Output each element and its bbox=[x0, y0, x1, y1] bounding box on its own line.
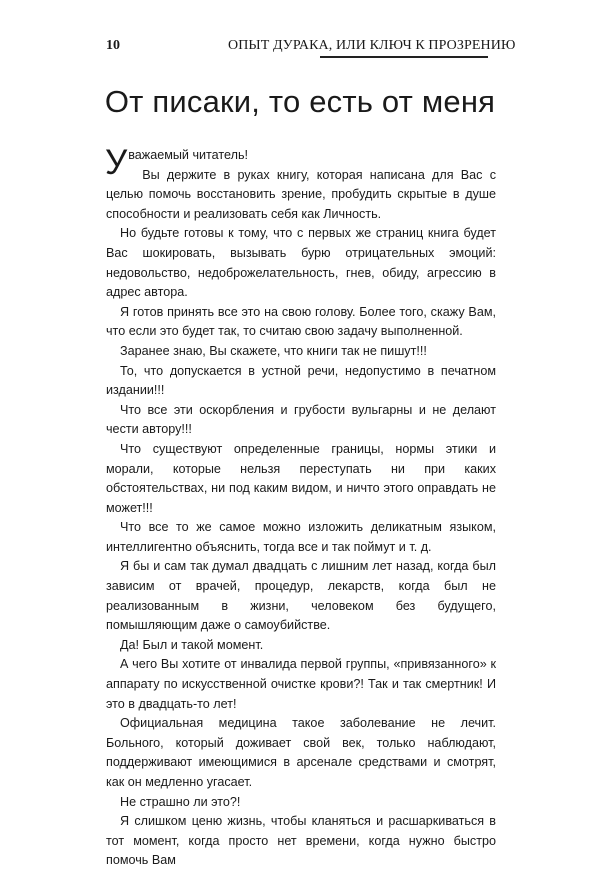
paragraph: Я бы и сам так думал двадцать с лишним лет назад, когда был зависим от врачей, процедур, лекарств, когда был не реализованным в жизни, человеком без будущего, помышляющим даже о самоубийстве. bbox=[106, 559, 496, 633]
paragraph: Что существуют определенные границы, нормы этики и морали, которые нельзя переступать ни при каких обстоятельствах, ни под каким видом, и ничто этого оправдать не может!!! bbox=[106, 441, 496, 515]
running-header: ОПЫТ ДУРАКА, ИЛИ КЛЮЧ К ПРОЗРЕНИЮ bbox=[228, 38, 516, 53]
body-text bbox=[105, 143, 496, 871]
paragraph: Я готов принять все это на свою голову. Более того, скажу Вам, что если это будет так, то считаю свою задачу выполненной. bbox=[106, 304, 496, 339]
paragraph: А чего Вы хотите от инвалида первой группы, «привязанного» к аппарату по искусственной очистке крови?! Так и так смертник! И это в двадцать-то лет! bbox=[106, 657, 496, 711]
paragraph: Да! Был и такой момент. bbox=[120, 637, 264, 652]
paragraph: Официальная медицина такое заболевание не лечит. Больного, который доживает свой век, только наблюдают, поддерживают имеющимися в арсенале средствами и смотрят, как он медленно угасает. bbox=[106, 716, 496, 789]
salutation-text: важаемый читатель! bbox=[128, 148, 249, 162]
drop-cap: У bbox=[105, 143, 128, 182]
chapter-title: От писаки, то есть от меня bbox=[104, 84, 496, 119]
paragraph: Не страшно ли это?! bbox=[120, 794, 241, 809]
paragraph: Что все то же самое можно изложить деликатным языком, интеллигентно объяснить, тогда все и так поймут и т. д. bbox=[106, 520, 496, 554]
paragraph: Я слишком ценю жизнь, чтобы кланяться и расшаркиваться в тот момент, когда просто нет времени, когда нужно быстро помочь Вам bbox=[106, 814, 496, 868]
paragraph: То, что допускается в устной речи, недопустимо в печатном издании!!! bbox=[106, 363, 496, 398]
header-rule bbox=[320, 56, 488, 58]
paragraph: Вы держите в руках книгу, которая написана для Вас с целью помочь восстановить зрение, пробудить скрытые в душе способности и реализовать себя как Личность. bbox=[106, 167, 496, 221]
page-number: 10 bbox=[106, 38, 120, 53]
paragraph: Заранее знаю, Вы скажете, что книги так не пишут!!! bbox=[120, 343, 427, 358]
salutation-paragraph bbox=[105, 143, 496, 182]
paragraph: Что все эти оскорбления и грубости вульгарны и не делают чести автору!!! bbox=[106, 402, 496, 437]
paragraph: Но будьте готовы к тому, что с первых же страниц книга будет Вас шокировать, вызывать бурю отрицательных эмоций: недовольство, недоброжелательность, гнев, обиду, агрессию в адрес автора. bbox=[106, 226, 496, 300]
